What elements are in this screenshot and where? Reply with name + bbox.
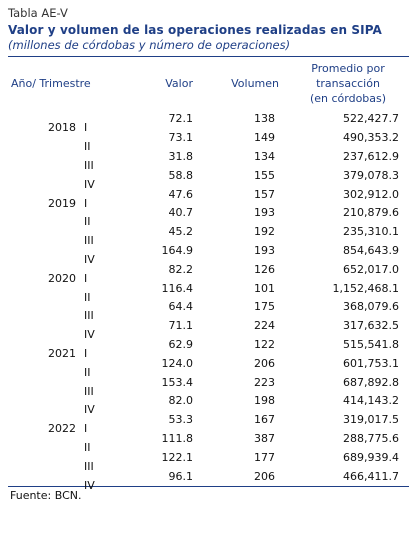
average-cell: 522,427.7 (343, 112, 399, 126)
table-title: Valor y volumen de las operaciones realizadas en SIPA (8, 23, 382, 37)
value-cell: 153.4 (161, 375, 193, 389)
value-cell: 31.8 (168, 149, 193, 163)
period-cell (8, 317, 130, 342)
table-row (8, 279, 409, 298)
period-cell (8, 185, 130, 210)
table-row (8, 298, 409, 317)
table-row (8, 204, 409, 223)
period-cell (8, 223, 130, 248)
average-cell: 302,912.0 (343, 187, 399, 201)
volume-cell: 101 (254, 281, 275, 295)
table-row (8, 373, 409, 392)
year-label: 2019 (48, 196, 76, 210)
volume-cell: 193 (254, 243, 275, 257)
table-row (8, 411, 409, 430)
table-source: Fuente: BCN. (10, 488, 82, 502)
period-cell (8, 110, 130, 135)
table-row (8, 129, 409, 148)
average-cell: 515,541.8 (343, 337, 399, 351)
value-cell: 111.8 (161, 431, 193, 445)
table-row (8, 166, 409, 185)
value-cell: 40.7 (168, 206, 193, 220)
quarter-label: III (84, 384, 94, 398)
header-average-line3: (en córdobas) (309, 92, 387, 105)
quarter-label: IV (84, 328, 95, 342)
value-cell: 71.1 (168, 319, 193, 333)
quarter-label: II (84, 215, 91, 229)
table-row (8, 148, 409, 167)
table-label: Tabla AE-V (8, 6, 68, 20)
data-table (8, 57, 409, 492)
volume-cell: 206 (254, 469, 275, 483)
average-cell: 237,612.9 (343, 149, 399, 163)
quarter-label: II (84, 365, 91, 379)
average-cell: 235,310.1 (343, 225, 399, 239)
value-cell: 47.6 (168, 187, 193, 201)
volume-cell: 193 (254, 206, 275, 220)
period-cell (8, 467, 130, 492)
value-cell: 62.9 (168, 337, 193, 351)
table-header (8, 57, 409, 110)
volume-cell: 122 (254, 337, 275, 351)
header-average-line2: transacción (316, 77, 380, 90)
table-row (8, 260, 409, 279)
year-label: 2021 (48, 346, 76, 360)
quarter-label: IV (84, 478, 95, 492)
volume-cell: 134 (254, 149, 275, 163)
volume-cell: 224 (254, 319, 275, 333)
header-value: Valor (165, 77, 193, 90)
value-cell: 45.2 (168, 225, 193, 239)
table-row (8, 185, 409, 204)
volume-cell: 223 (254, 375, 275, 389)
quarter-label: I (84, 271, 88, 285)
table-row (8, 317, 409, 336)
quarter-label: I (84, 196, 88, 210)
year-label: 2020 (48, 271, 76, 285)
year-label: 2022 (48, 422, 76, 436)
period-cell (8, 336, 130, 360)
quarter-label: III (84, 158, 94, 172)
period-cell (8, 279, 130, 304)
table-row (8, 467, 409, 486)
average-cell: 368,079.6 (343, 300, 399, 314)
average-cell: 319,017.5 (343, 413, 399, 427)
period-cell (8, 392, 130, 417)
table-row (8, 242, 409, 261)
value-cell: 64.4 (168, 300, 193, 314)
period-cell (8, 166, 130, 191)
table-row (8, 430, 409, 449)
header-average (287, 57, 409, 110)
year-label: 2018 (48, 121, 76, 135)
volume-cell: 157 (254, 187, 275, 201)
quarter-label: III (84, 459, 94, 473)
period-cell (8, 204, 130, 229)
period-cell (8, 260, 130, 285)
quarter-label: II (84, 140, 91, 154)
average-cell: 601,753.1 (343, 356, 399, 370)
value-cell: 53.3 (168, 413, 193, 427)
volume-cell: 198 (254, 394, 275, 408)
value-cell: 73.1 (168, 131, 193, 145)
quarter-label: III (84, 234, 94, 248)
average-cell: 466,411.7 (343, 469, 399, 483)
quarter-label: IV (84, 403, 95, 417)
value-cell: 164.9 (161, 243, 193, 257)
average-cell: 687,892.8 (343, 375, 399, 389)
header-period: Año/ Trimestre (11, 77, 91, 90)
volume-cell: 138 (254, 112, 275, 126)
table-row (8, 354, 409, 373)
average-cell: 689,939.4 (343, 450, 399, 464)
average-cell: 652,017.0 (343, 262, 399, 276)
average-cell: 317,632.5 (343, 319, 399, 333)
value-cell: 82.0 (168, 394, 193, 408)
value-cell: 58.8 (168, 168, 193, 182)
volume-cell: 206 (254, 356, 275, 370)
volume-cell: 192 (254, 225, 275, 239)
table-row (8, 110, 409, 129)
period-cell (8, 298, 130, 323)
value-cell: 122.1 (161, 450, 193, 464)
table-subtitle: (millones de córdobas y número de operaciones) (8, 38, 291, 52)
table-row (8, 448, 409, 467)
quarter-label: I (84, 121, 88, 135)
average-cell: 854,643.9 (343, 243, 399, 257)
volume-cell: 149 (254, 131, 275, 145)
header-volume: Volumen (231, 77, 279, 90)
period-cell (8, 430, 130, 454)
period-cell (8, 148, 130, 172)
period-cell (8, 354, 130, 379)
quarter-label: I (84, 346, 88, 360)
value-cell: 124.0 (161, 356, 193, 370)
average-cell: 210,879.6 (343, 206, 399, 220)
header-average-line1: Promedio por (311, 62, 385, 75)
volume-cell: 175 (254, 300, 275, 314)
average-cell: 490,353.2 (343, 131, 399, 145)
period-cell (8, 129, 130, 154)
quarter-label: IV (84, 252, 95, 266)
period-cell (8, 242, 130, 266)
quarter-label: II (84, 290, 91, 304)
quarter-label: II (84, 440, 91, 454)
period-cell (8, 411, 130, 436)
value-cell: 82.2 (168, 262, 193, 276)
period-cell (8, 373, 130, 398)
table-row (8, 336, 409, 355)
table-row (8, 392, 409, 411)
volume-cell: 167 (254, 413, 275, 427)
value-cell: 72.1 (168, 112, 193, 126)
volume-cell: 387 (254, 431, 275, 445)
quarter-label: III (84, 309, 94, 323)
volume-cell: 155 (254, 168, 275, 182)
table-body (8, 110, 409, 492)
quarter-label: I (84, 422, 88, 436)
average-cell: 288,775.6 (343, 431, 399, 445)
value-cell: 96.1 (168, 469, 193, 483)
volume-cell: 126 (254, 262, 275, 276)
volume-cell: 177 (254, 450, 275, 464)
bottom-rule (8, 486, 409, 487)
average-cell: 379,078.3 (343, 168, 399, 182)
value-cell: 116.4 (161, 281, 193, 295)
average-cell: 1,152,468.1 (332, 281, 399, 295)
quarter-label: IV (84, 177, 95, 191)
period-cell (8, 448, 130, 473)
average-cell: 414,143.2 (343, 394, 399, 408)
table-row (8, 223, 409, 242)
